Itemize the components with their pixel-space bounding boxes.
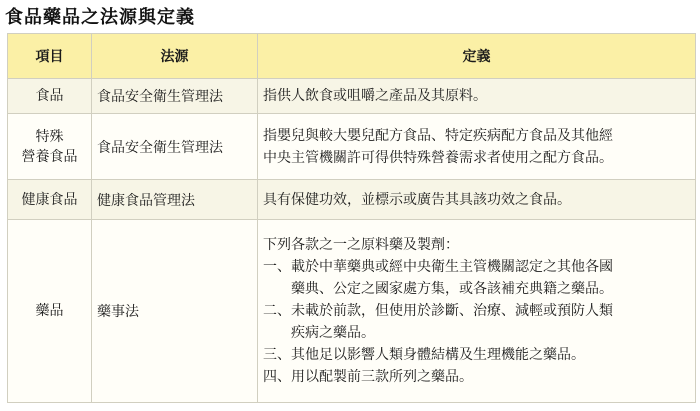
- table-row: [8, 220, 696, 403]
- table-row: [8, 114, 696, 180]
- definition-line: 四、用以配製前三款所列之藥品。: [263, 369, 473, 385]
- definition-cell: [258, 220, 696, 403]
- law-cell: 藥事法: [92, 220, 258, 403]
- header-item: 項目: [8, 34, 92, 79]
- header-definition: 定義: [258, 34, 696, 79]
- item-label: 特殊: [35, 128, 64, 145]
- definition-line: 一、載於中華藥典或經中央衛生主管機關認定之其他各國: [263, 259, 613, 275]
- definition-cell: [258, 114, 696, 180]
- item-cell: [8, 220, 92, 403]
- definition-line: 具有保健功效，並標示或廣告其具該功效之食品。: [263, 191, 571, 208]
- header-law: 法源: [92, 34, 258, 79]
- item-label: 食品: [35, 88, 64, 104]
- table-row: [8, 79, 696, 114]
- law-cell: 食品安全衛生管理法: [92, 114, 258, 180]
- table-row: [8, 180, 696, 220]
- table-header-row: [8, 34, 696, 79]
- definition-line: 下列各款之一之原料藥及製劑：: [263, 237, 459, 253]
- page-title: 食品藥品之法源與定義: [5, 7, 195, 28]
- definition-line: 二、未載於前款，但使用於診斷、治療、減輕或預防人類: [263, 303, 613, 319]
- item-cell: [8, 79, 92, 114]
- item-label: 健康食品: [21, 191, 78, 208]
- definition-line: 疾病之藥品。: [291, 325, 375, 341]
- definition-line: 三、其他足以影響人類身體結構及生理機能之藥品。: [263, 347, 585, 363]
- law-cell: 健康食品管理法: [92, 180, 258, 220]
- item-label: 營養食品: [21, 148, 78, 165]
- definition-line: 指供人飲食或咀嚼之產品及其原料。: [263, 88, 487, 104]
- item-label: 藥品: [35, 303, 64, 319]
- definition-line: 中央主管機關許可得供特殊營養需求者使用之配方食品。: [263, 149, 613, 166]
- definitions-table: [7, 33, 696, 403]
- item-cell: [8, 114, 92, 180]
- definition-cell: [258, 180, 696, 220]
- item-cell: [8, 180, 92, 220]
- definition-line: 藥典、公定之國家處方集，或各該補充典籍之藥品。: [291, 281, 613, 297]
- definition-cell: [258, 79, 696, 114]
- law-cell: 食品安全衛生管理法: [92, 79, 258, 114]
- definition-line: 指嬰兒與較大嬰兒配方食品、特定疾病配方食品及其他經: [263, 127, 613, 144]
